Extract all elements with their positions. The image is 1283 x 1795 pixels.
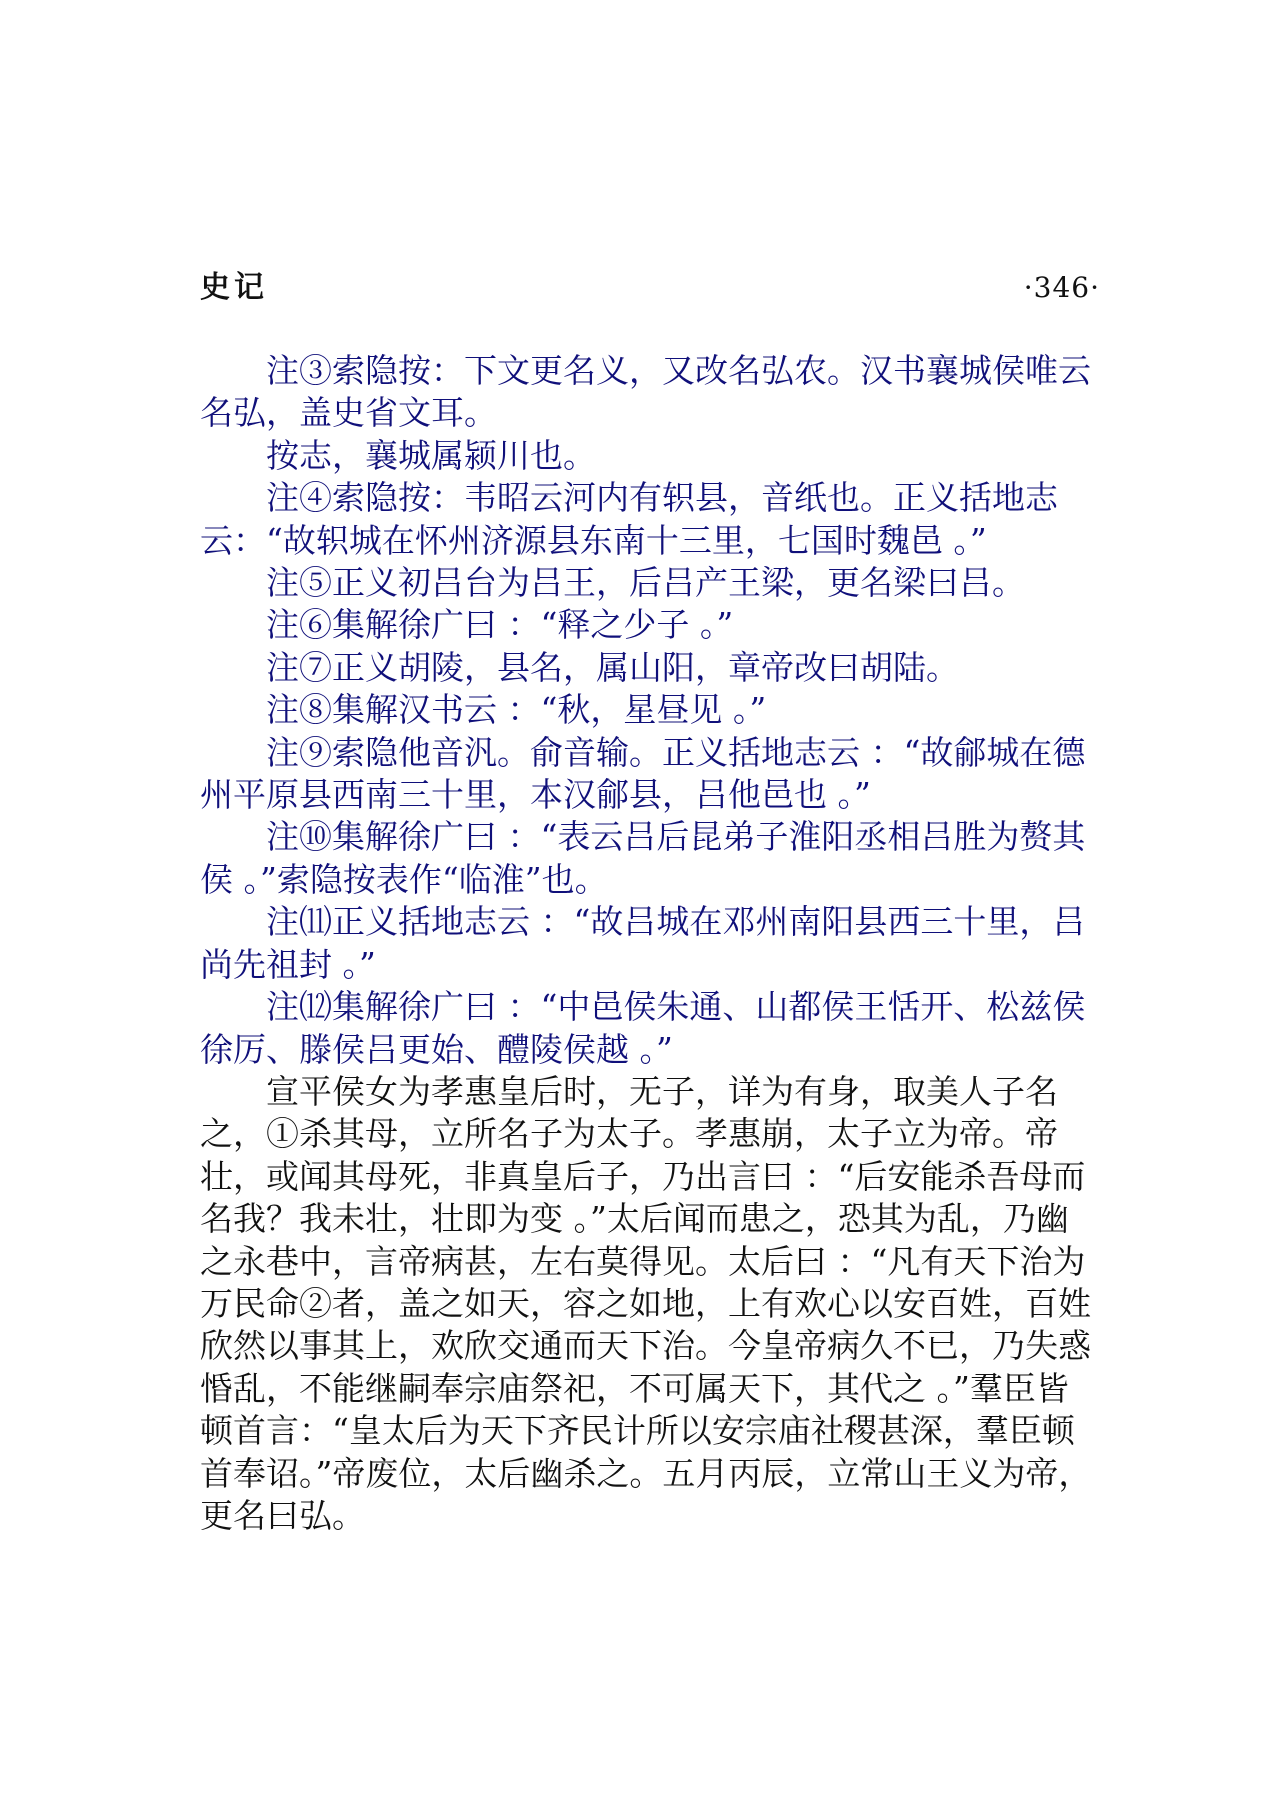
note-paragraph: 注④索隐按：韦昭云河内有轵县，音纸也。正义括地志云：“故轵城在怀州济源县东南十三里，七国时魏邑 。” bbox=[200, 478, 1058, 560]
note-paragraph: 注⑧集解汉书云 ：“秋，星昼见 。” bbox=[266, 690, 767, 730]
page-number: ·346· bbox=[1023, 271, 1100, 304]
note-paragraph: 按志，襄城属颍川也。 bbox=[266, 435, 596, 475]
note-paragraph: 注⑿集解徐广曰 ：“中邑侯朱通、山都侯王恬开、松兹侯徐厉、滕侯吕更始、醴陵侯越 。” bbox=[200, 987, 1086, 1069]
note-paragraph: 注⑤正义初吕台为吕王，后吕产王梁，更名梁曰吕。 bbox=[266, 563, 1025, 603]
main-text-paragraph: 宣平侯女为孝惠皇后时，无子，详为有身，取美人子名之，①杀其母，立所名子为太子。孝惠崩，太子立为帝。帝壮，或闻其母死，非真皇后子，乃出言曰 ：“后安能杀吾母而名我？我未壮，壮即为变 。”太后闻而患之，恐其为乱，乃幽之永巷中，言帝病甚，左右莫得见。太后曰 ：“凡有天下治为万民命②者，盖之如天，容之如地，上有欢心以安百姓，百姓欣然以事其上，欢欣交通而天下治。今皇帝病久不已，乃失惑惛乱，不能继嗣奉宗庙祭祀，不可属天下，其代之 。”羣臣皆顿首言：“皇太后为天下齐民计所以安宗庙社稷甚深，羣臣顿首奉诏。”帝废位，太后幽杀之。五月丙辰，立常山王义为帝，更名曰弘。 bbox=[200, 1071, 1092, 1535]
note-paragraph: 注⑾正义括地志云 ：“故吕城在邓州南阳县西三十里，吕尚先祖封 。” bbox=[200, 902, 1086, 984]
note-paragraph: 注③索隐按：下文更名义，又改名弘农。汉书襄城侯唯云名弘，盖史省文耳。 bbox=[200, 351, 1091, 433]
note-paragraph: 注⑥集解徐广曰 ：“释之少子 。” bbox=[266, 605, 734, 645]
note-paragraph: 注⑩集解徐广曰 ：“表云吕后昆弟子淮阳丞相吕胜为赘其侯 。”索隐按表作“临淮”也。 bbox=[200, 817, 1086, 899]
book-title: 史记 bbox=[200, 270, 268, 305]
note-paragraph: 注⑦正义胡陵，县名，属山阳，章帝改曰胡陆。 bbox=[266, 647, 959, 687]
page-content bbox=[200, 350, 1100, 1537]
note-paragraph: 注⑨索隐他音汎。俞音输。正义括地志云 ：“故鄃城在德州平原县西南三十里，本汉鄃县，吕他邑也 。” bbox=[200, 732, 1086, 815]
page-header bbox=[200, 268, 1100, 312]
